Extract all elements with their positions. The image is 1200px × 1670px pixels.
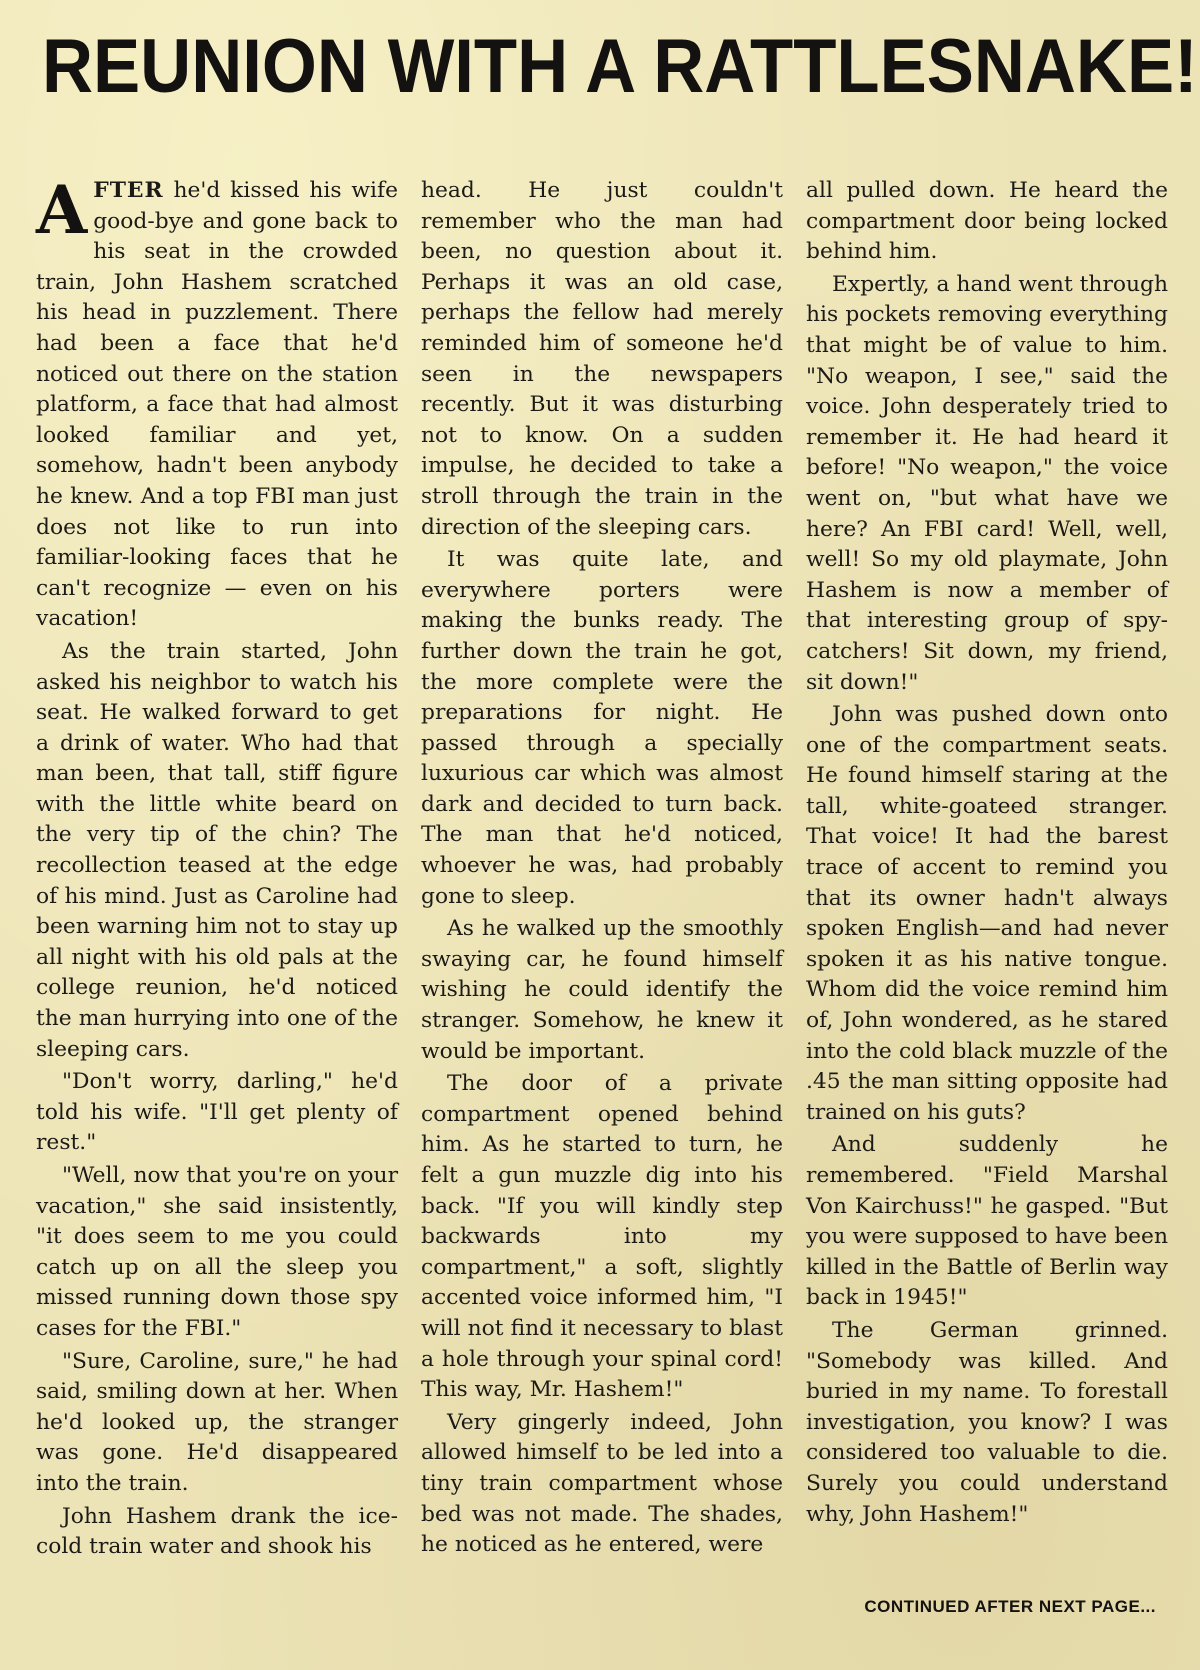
story-paragraph: John was pushed down onto one of the compartment seats. He found himself staring at the tall, white-goateed stranger. That voice! It had the barest trace of accent to remind you that its owner hadn't always spoken English—and had never spoken it as his native tongue. Whom did the voice remind him of, John wondered, as he stared into the cold black muzzle of the .45 the man sitting opposite had trained on his guts? — [806, 702, 1168, 1125]
story-paragraph: And suddenly he remembered. "Field Marshal Von Kairchuss!" he gasped. "But you were supposed to have been killed in the Battle of Berlin way back in 1945!" — [806, 1132, 1168, 1311]
paragraph-text: he'd kissed his wife good-bye and gone back to his seat in the crowded train, John Hashem scratched his head in puzzlement. There had been a face that he'd noticed out there on the station platform, a face that had almost looked familiar and yet, somehow, hadn't been anybody he knew. And a top FBI man just does not like to run into familiar-looking faces that he can't recognize — even on his vacation! — [36, 178, 398, 632]
story-paragraph: "Well, now that you're on your vacation," she said insistently, "it does seem to me you could catch up on all the sleep you missed running down those spy cases for the FBI." — [36, 1163, 398, 1341]
story-paragraph: "Don't worry, darling," he'd told his wife. "I'll get plenty of rest." — [36, 1069, 398, 1156]
story-paragraph: John Hashem drank the ice-cold train water and shook his — [36, 1503, 398, 1560]
story-paragraph: The door of a private compartment opened behind him. As he started to turn, he felt a gun muzzle dig into his back. "If you will kindly step backwards into my compartment," a soft, slightly accented voice informed him, "I will not find it necessary to blast a hole through your spinal cord! This way, Mr. Hashem!" — [421, 1071, 783, 1403]
column-1 — [36, 171, 398, 1576]
story-paragraph: As the train started, John asked his neighbor to watch his seat. He walked forward to get a drink of water. Who had that man been, that tall, stiff figure with the little white beard on the very tip of the chin? The recollection teased at the edge of his mind. Just as Caroline had been warning him not to stay up all night with his old pals at the college reunion, he'd noticed the man hurrying into one of the sleeping cars. — [36, 638, 398, 1062]
story-title: REUNION WITH A RATTLESNAKE! — [42, 24, 1198, 109]
story-paragraph: It was quite late, and everywhere porters were making the bunks ready. The further down the train he got, the more complete were the preparations for night. He passed through a specially luxurious car which was almost dark and decided to turn back. The man that he'd noticed, whoever he was, had probably gone to sleep. — [421, 547, 783, 909]
story-paragraph: Expertly, a hand went through his pockets removing everything that might be of value to him. "No weapon, I see," said the voice. John desperately tried to remember it. He had heard it before! "No weapon," the voice went on, "but what have we here? An FBI card! Well, well, well! So my old playmate, John Hashem is now a member of that interesting group of spy-catchers! Sit down, my friend, sit down!" — [806, 271, 1169, 695]
story-paragraph: head. He just couldn't remember who the man had been, no question about it. Perhaps it was an old case, perhaps the fellow had merely reminded him of someone he'd seen in the newspapers recently. But it was disturbing not to know. On a sudden impulse, he decided to take a stroll through the train in the direction of the sleeping cars. — [421, 178, 783, 540]
lead-word: FTER — [93, 178, 164, 203]
story-columns — [36, 171, 1169, 1576]
story-paragraph — [36, 171, 398, 635]
story-paragraph: all pulled down. He heard the compartment door being locked behind him. — [806, 178, 1168, 265]
story-paragraph: The German grinned. "Somebody was killed. And buried in my name. To forestall investigation, you know? I was considered too valuable to die. Surely you could understand why, John Hashem!" — [806, 1317, 1168, 1527]
drop-cap: A — [36, 171, 88, 249]
story-paragraph: "Sure, Caroline, sure," he had said, smiling down at her. When he'd looked up, the stranger was gone. He'd disappeared into the train. — [36, 1348, 398, 1496]
column-2 — [421, 176, 783, 1576]
story-paragraph: As he walked up the smoothly swaying car, he found himself wishing he could identify the stranger. Somehow, he knew it would be important. — [421, 916, 783, 1064]
continued-notice: CONTINUED AFTER NEXT PAGE... — [864, 1597, 1156, 1616]
story-paragraph: Very gingerly indeed, John allowed himself to be led into a tiny train compartment whose bed was not made. The shades, he noticed as he entered, were — [421, 1409, 783, 1558]
column-3 — [806, 176, 1168, 1576]
